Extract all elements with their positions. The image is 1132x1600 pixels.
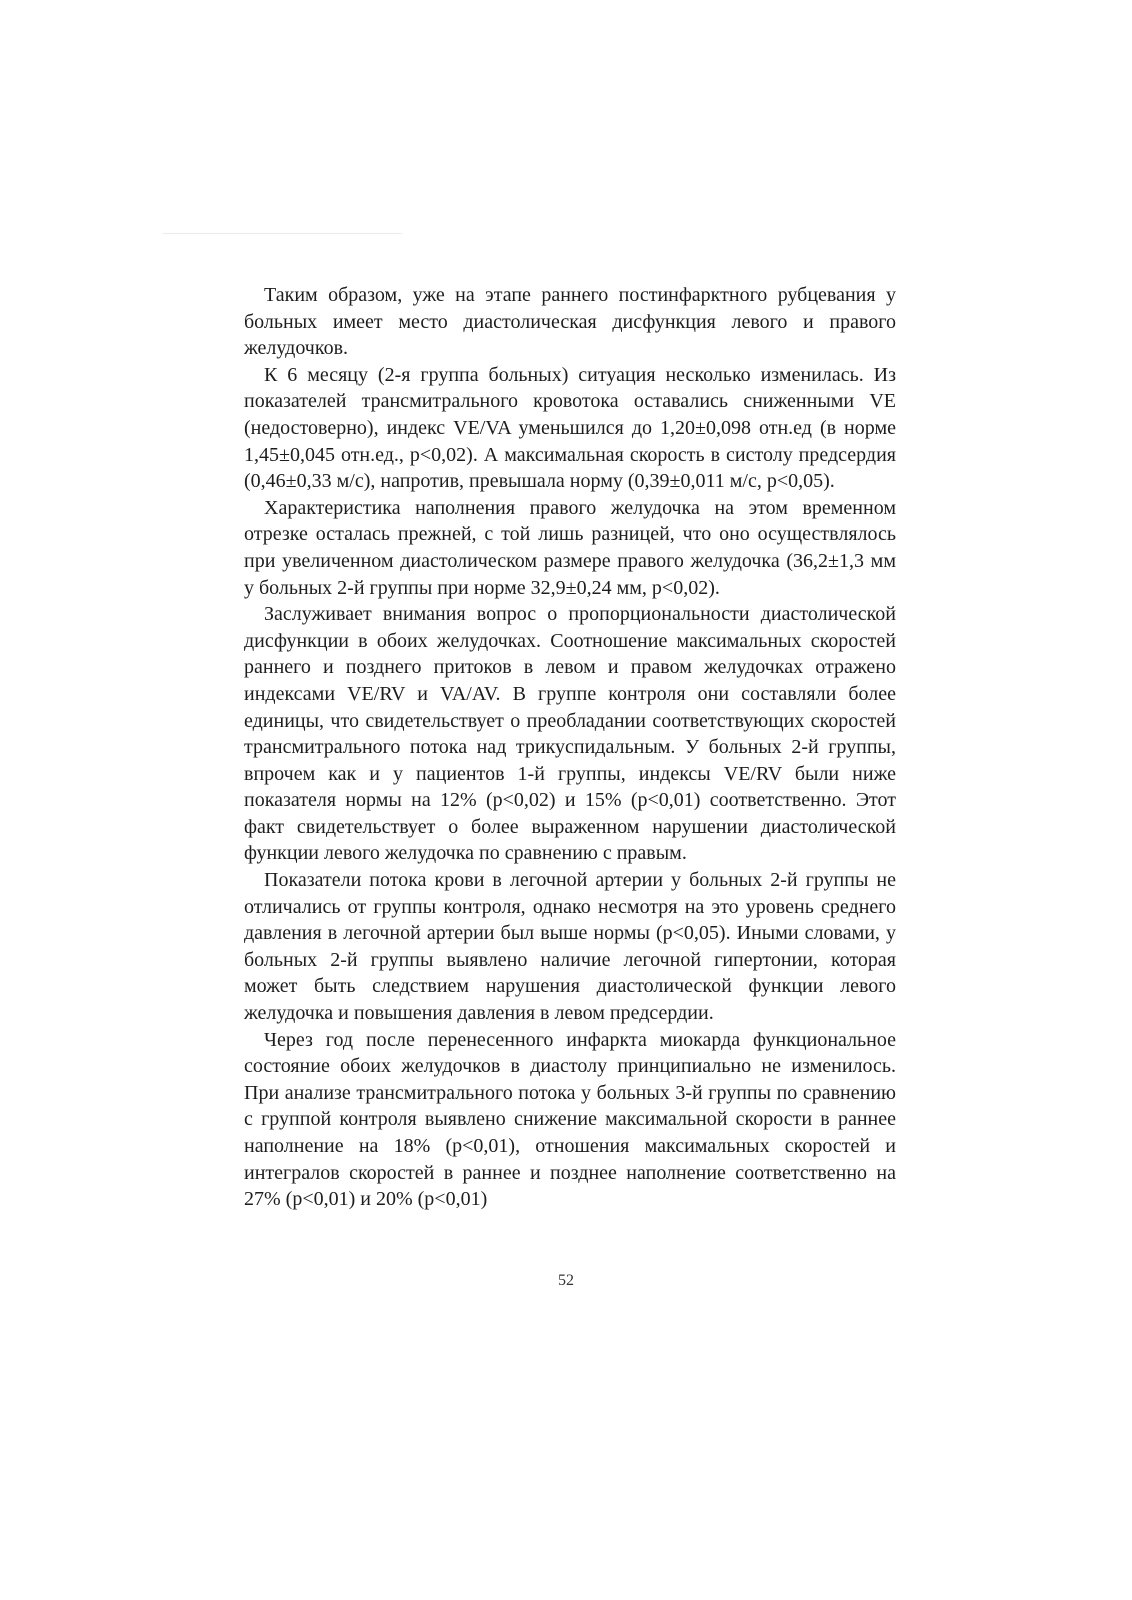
body-text xyxy=(244,282,896,1213)
paragraph-4: Заслуживает внимания вопрос о пропорциональности диастолической дисфункции в обоих желудочках. Соотношение максимальных скоростей раннего и позднего притоков в левом и правом желудочках отражено индексами VE/RV и VA/AV. В группе контроля они составляли более единицы, что свидетельствует о преобладании соответствующих скоростей трансмитрального потока над трикуспидальным. У больных 2-й группы, впрочем как и у пациентов 1-й группы, индексы VE/RV были ниже показателя нормы на 12% (p<0,02) и 15% (p<0,01) соответственно. Этот факт свидетельствует о более выраженном нарушении диастолической функции левого желудочка по сравнению с правым. xyxy=(244,603,896,865)
scan-artifact-line xyxy=(162,233,402,234)
page-number: 52 xyxy=(558,1272,574,1289)
paragraph-3: Характеристика наполнения правого желудочка на этом временном отрезке осталась прежней, с той лишь разницей, что оно осуществлялось при увеличенном диастолическом размере правого желудочка (36,2±1,3 мм у больных 2-й группы при норме 32,9±0,24 мм, p<0,02). xyxy=(244,496,896,599)
paragraph-6: Через год после перенесенного инфаркта миокарда функциональное состояние обоих желудочков в диастолу принципиально не изменилось. При анализе трансмитрального потока у больных 3-й группы по сравнению с группой контроля выявлено снижение максимальной скорости в раннее наполнение на 18% (p<0,01), отношения максимальных скоростей и интегралов скоростей в раннее и позднее наполнение соответственно на 27% (p<0,01) и 20% (p<0,01) xyxy=(244,1028,896,1211)
paragraph-2: К 6 месяцу (2-я группа больных) ситуация несколько изменилась. Из показателей трансмитрального кровотока оставались сниженными VE (недостоверно), индекс VE/VA уменьшился до 1,20±0,098 отн.ед (в норме 1,45±0,045 отн.ед., p<0,02). А максимальная скорость в систолу предсердия (0,46±0,33 м/с), напротив, превышала норму (0,39±0,011 м/с, p<0,05). xyxy=(244,363,896,493)
paragraph-1: Таким образом, уже на этапе раннего постинфарктного рубцевания у больных имеет место диастолическая дисфункция левого и правого желудочков. xyxy=(244,284,896,360)
paragraph-5: Показатели потока крови в легочной артерии у больных 2-й группы не отличались от группы контроля, однако несмотря на это уровень среднего давления в легочной артерии был выше нормы (p<0,05). Иными словами, у больных 2-й группы выявлено наличие легочной гипертонии, которая может быть следствием нарушения диастолической функции левого желудочка и повышения давления в левом предсердии. xyxy=(244,869,896,1025)
